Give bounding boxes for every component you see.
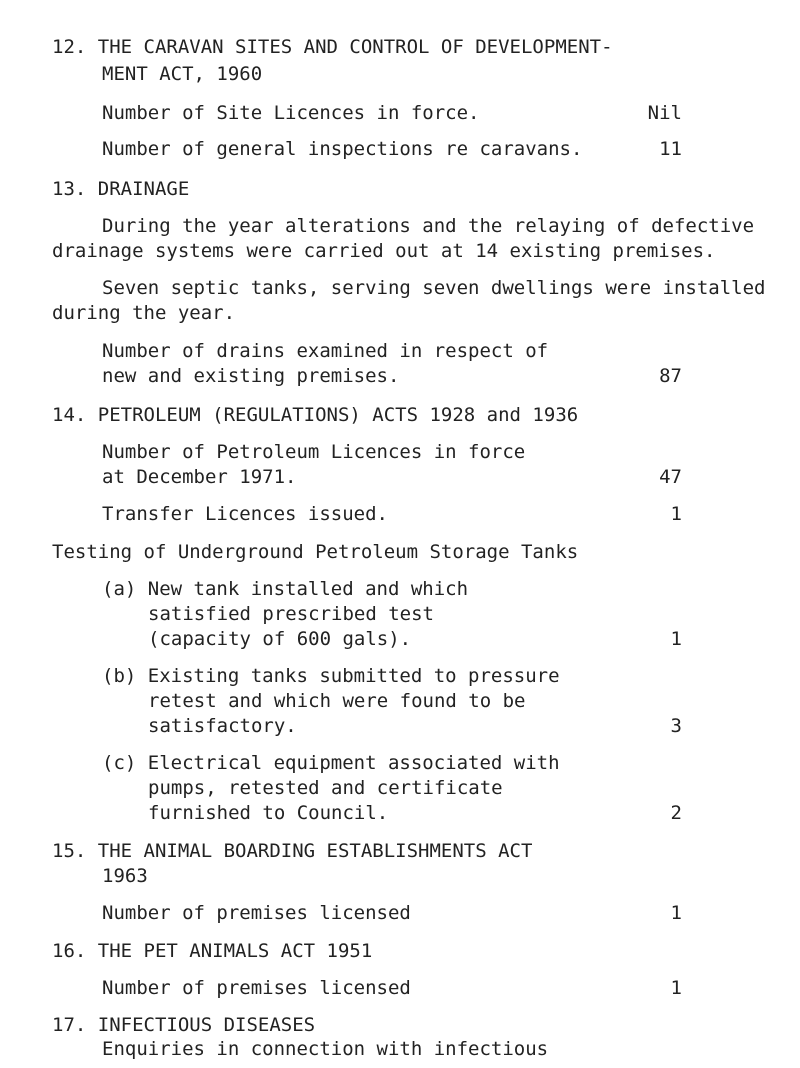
section-15-heading-line1: 15. THE ANIMAL BOARDING ESTABLISHMENTS ACT	[52, 840, 533, 862]
s15-premises-label: Number of premises licensed	[102, 902, 411, 924]
item-c-line2: pumps, retested and certificate	[148, 777, 503, 799]
drainage-para2-line1: Seven septic tanks, serving seven dwellings were installed	[102, 277, 766, 299]
item-a-line1: (a) New tank installed and which	[102, 578, 469, 600]
item-c-line1: (c) Electrical equipment associated with	[102, 752, 560, 774]
item-b-line1: (b) Existing tanks submitted to pressure	[102, 665, 560, 687]
section-12-heading-line2: MENT ACT, 1960	[102, 63, 263, 85]
inspections-value: 11	[659, 138, 682, 160]
item-c-line3: furnished to Council.	[148, 802, 389, 824]
site-licences-label: Number of Site Licences in force.	[102, 102, 480, 124]
inspections-label: Number of general inspections re caravans.	[102, 138, 583, 160]
item-a-value: 1	[670, 628, 682, 650]
section-17-heading: 17. INFECTIOUS DISEASES	[52, 1014, 316, 1036]
s15-premises-value: 1	[670, 902, 682, 924]
transfer-licences-value: 1	[670, 503, 682, 525]
s16-premises-value: 1	[670, 977, 682, 999]
item-c-value: 2	[670, 802, 682, 824]
item-b-value: 3	[670, 715, 682, 737]
petroleum-licences-label-line2: at December 1971.	[102, 466, 297, 488]
item-a-line2: satisfied prescribed test	[148, 603, 434, 625]
section-16-heading: 16. THE PET ANIMALS ACT 1951	[52, 940, 373, 962]
transfer-licences-label: Transfer Licences issued.	[102, 503, 388, 525]
drains-value: 87	[659, 365, 682, 387]
drains-label-line1: Number of drains examined in respect of	[102, 340, 549, 362]
petroleum-licences-value: 47	[659, 466, 682, 488]
section-12-heading-line1: 12. THE CARAVAN SITES AND CONTROL OF DEVELOPMENT-	[52, 36, 613, 58]
drainage-para1-line2: drainage systems were carried out at 14 existing premises.	[52, 240, 716, 262]
item-b-line3: satisfactory.	[148, 715, 297, 737]
section-15-heading-line2: 1963	[102, 865, 148, 887]
section-13-heading: 13. DRAINAGE	[52, 178, 190, 200]
drainage-para2-line2: during the year.	[52, 302, 236, 324]
drains-label-line2: new and existing premises.	[102, 365, 400, 387]
petroleum-licences-label-line1: Number of Petroleum Licences in force	[102, 441, 526, 463]
drainage-para1-line1: During the year alterations and the relaying of defective	[102, 215, 755, 237]
item-b-line2: retest and which were found to be	[148, 690, 526, 712]
testing-heading: Testing of Underground Petroleum Storage Tanks	[52, 541, 579, 563]
section-14-heading: 14. PETROLEUM (REGULATIONS) ACTS 1928 and 1936	[52, 404, 579, 426]
s16-premises-label: Number of premises licensed	[102, 977, 411, 999]
item-a-line3: (capacity of 600 gals).	[148, 628, 412, 650]
site-licences-value: Nil	[647, 102, 682, 124]
s17-label-line1: Enquiries in connection with infectious	[102, 1038, 549, 1060]
